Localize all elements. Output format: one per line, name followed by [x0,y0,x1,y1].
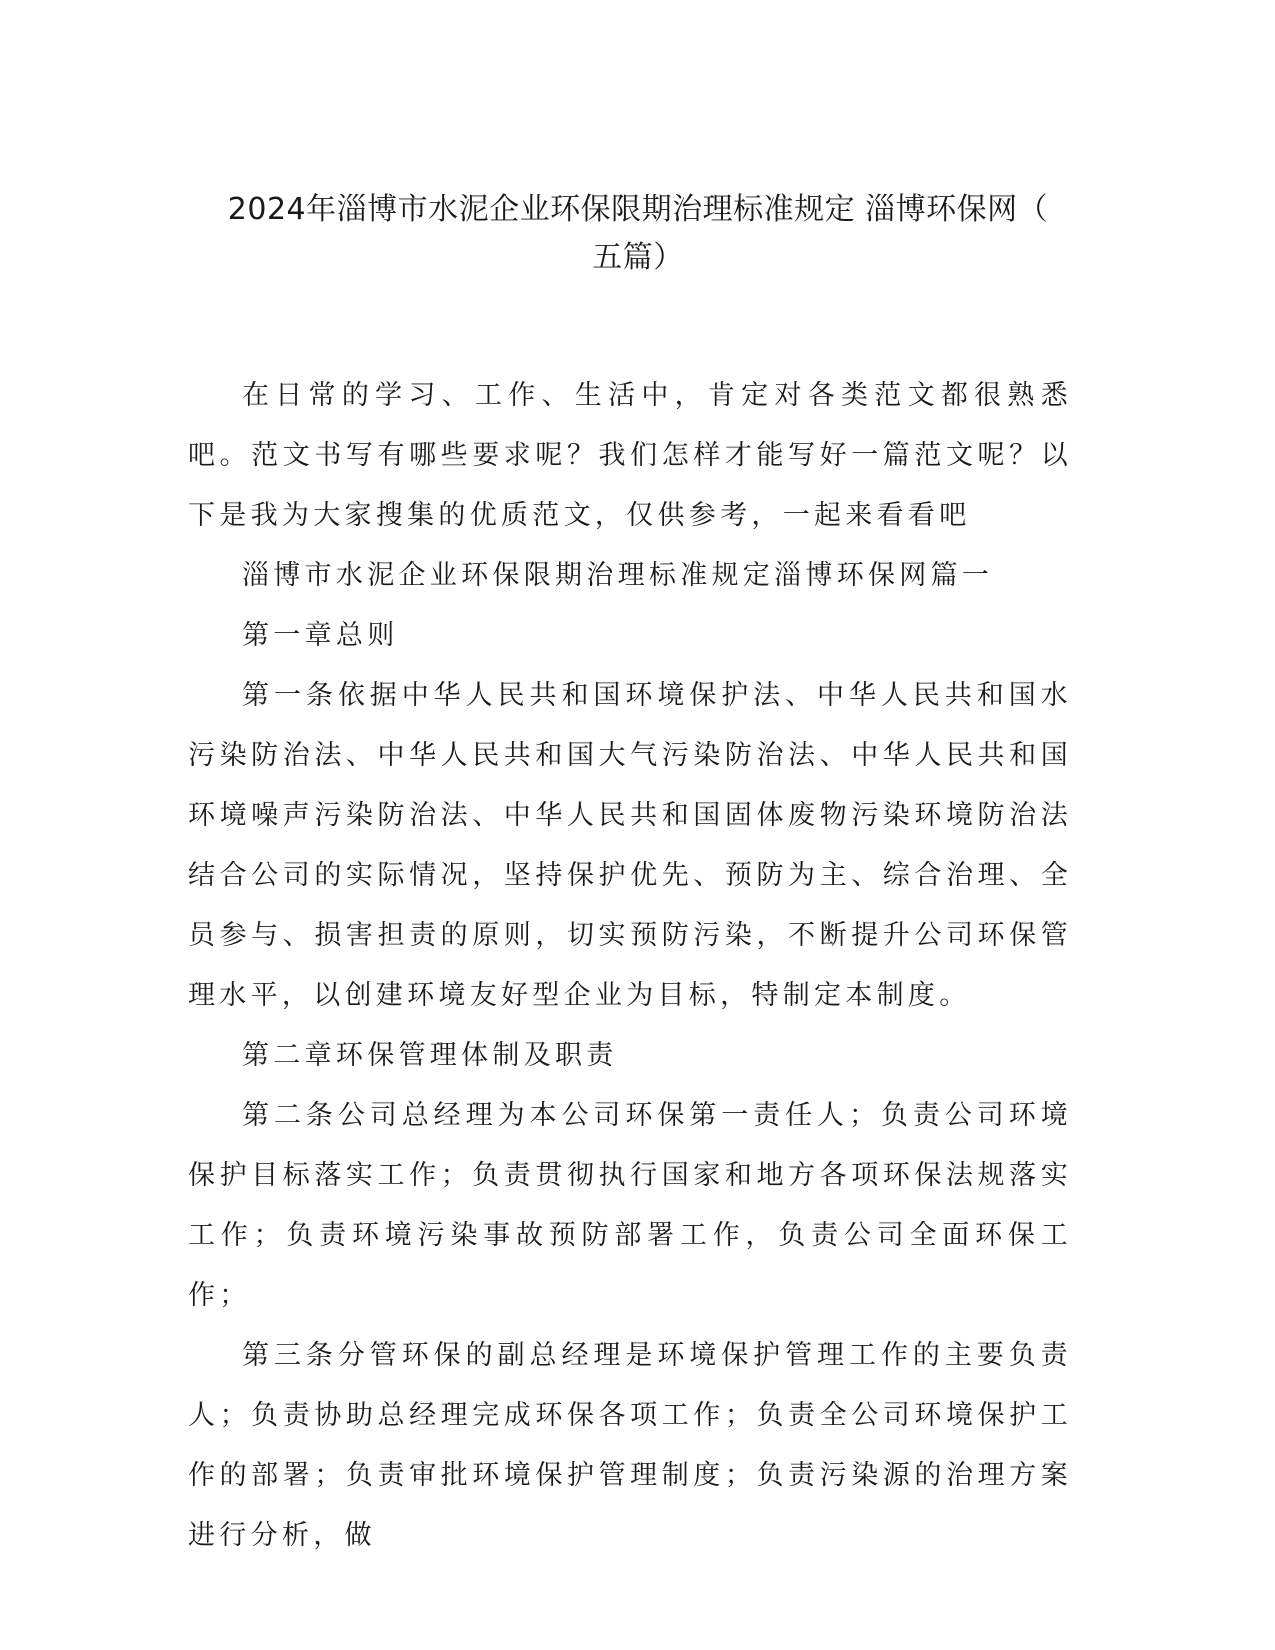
document-title [188,186,1088,282]
document-title-line-2: 五篇） [592,240,684,275]
document-title-line-1: 2024年淄博市水泥企业环保限期治理标准规定 淄博环保网（ [227,192,1049,227]
article-paragraph: 第二条公司总经理为本公司环保第一责任人；负责公司环境保护目标落实工作；负责贯彻执行国家和地方各项环保法规落实工作；负责环境污染事故预防部署工作，负责公司全面环保工作； [188,1100,1072,1311]
section-heading: 淄博市水泥企业环保限期治理标准规定淄博环保网篇一 [242,560,994,591]
article-paragraph: 第三条分管环保的副总经理是环境保护管理工作的主要负责人；负责协助总经理完成环保各项工作；负责全公司环境保护工作的部署；负责审批环境保护管理制度；负责污染源的治理方案进行分析，做 [188,1340,1072,1551]
document-body [188,366,1072,1566]
article-paragraph: 第一条依据中华人民共和国环境保护法、中华人民共和国水污染防治法、中华人民共和国大气污染防治法、中华人民共和国环境噪声污染防治法、中华人民共和国固体废物污染环境防治法结合公司的实际情况，坚持保护优先、预防为主、综合治理、全员参与、损害担责的原则，切实预防污染，不断提升公司环保管理水平，以创建环境友好型企业为目标，特制定本制度。 [188,680,1072,1011]
intro-paragraph: 在日常的学习、工作、生活中，肯定对各类范文都很熟悉吧。范文书写有哪些要求呢？我们怎样才能写好一篇范文呢？以下是我为大家搜集的优质范文，仅供参考，一起来看看吧 [188,380,1072,531]
chapter-heading: 第一章总则 [242,620,399,651]
chapter-heading: 第二章环保管理体制及职责 [242,1040,618,1071]
